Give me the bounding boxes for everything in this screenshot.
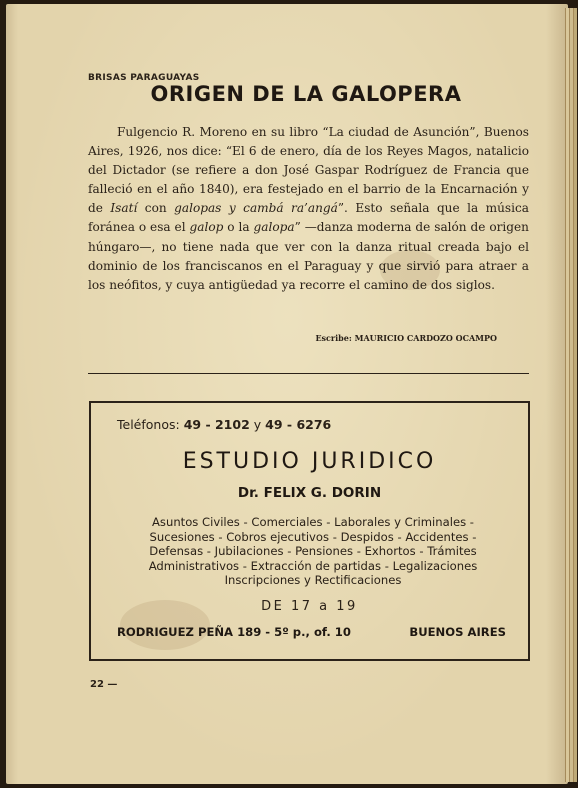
article-italic-text: Isatí <box>110 201 138 216</box>
article-text: ”. Esto señala que la música foránea o esa el <box>88 201 529 235</box>
phone-number: 49 - 6276 <box>265 417 332 432</box>
service-line: Sucesiones - Cobros ejecutivos - Despidos - Accidentes - <box>149 529 477 544</box>
service-line: Administrativos - Extracción de partidas - Legalizaciones <box>148 558 478 573</box>
article-title: ORIGEN DE LA GALOPERA <box>150 82 462 106</box>
service-line: Defensas - Jubilaciones - Pensiones - Exhortos - Trámites <box>149 544 477 559</box>
ad-services-list <box>117 515 509 588</box>
ad-phones <box>117 417 331 432</box>
phone-number: 49 - 2102 <box>183 417 250 432</box>
advertisement-box <box>89 401 530 661</box>
article-italic-text: galopas y cambá ra’angá <box>174 201 338 216</box>
magazine-page <box>6 4 568 784</box>
ad-hours: DE 17 a 19 <box>261 599 358 614</box>
service-line: Inscripciones y Rectificaciones <box>224 573 402 588</box>
ad-city: BUENOS AIRES <box>409 625 506 639</box>
section-divider <box>88 373 529 374</box>
article-text: o la <box>223 220 254 235</box>
ad-address: RODRIGUEZ PEÑA 189 - 5º p., of. 10 <box>117 625 351 639</box>
page-edge <box>573 8 577 782</box>
article-text: Fulgencio R. Moreno en su libro “La ciudad de Asunción”, Buenos Aires, 1926, nos dice: “El 6 de enero, día de los Reyes Magos, natalicio del Dictador (se refiere a don José Gaspar Rodríguez de Francia que falleció en el año 1840), era festejado en el barrio de la Encarnación y de <box>88 125 529 216</box>
article-italic-text: galop <box>189 220 224 235</box>
article-text: con <box>137 201 175 216</box>
phone-joiner: y <box>253 417 262 432</box>
page-number: 22 — <box>90 679 118 690</box>
article-italic-text: galopa <box>253 220 295 235</box>
article-body <box>88 123 529 295</box>
article-text: ” —danza moderna de salón de origen húngaro—, no tiene nada que ver con la danza ritual creada bajo el dominio de los franciscanos en el Paraguay y que sirvió para atraer a los neófitos, y cuya antigüedad ya recorre el camino de dos siglos. <box>88 220 529 292</box>
section-header: BRISAS PARAGUAYAS <box>88 73 200 83</box>
phones-label: Teléfonos: <box>117 417 180 432</box>
ad-title: ESTUDIO JURIDICO <box>182 449 437 474</box>
service-line: Asuntos Civiles - Comerciales - Laborales y Criminales - <box>152 515 474 529</box>
article-byline: Escribe: MAURICIO CARDOZO OCAMPO <box>315 333 497 343</box>
ad-doctor-name: Dr. FELIX G. DORIN <box>237 485 382 501</box>
